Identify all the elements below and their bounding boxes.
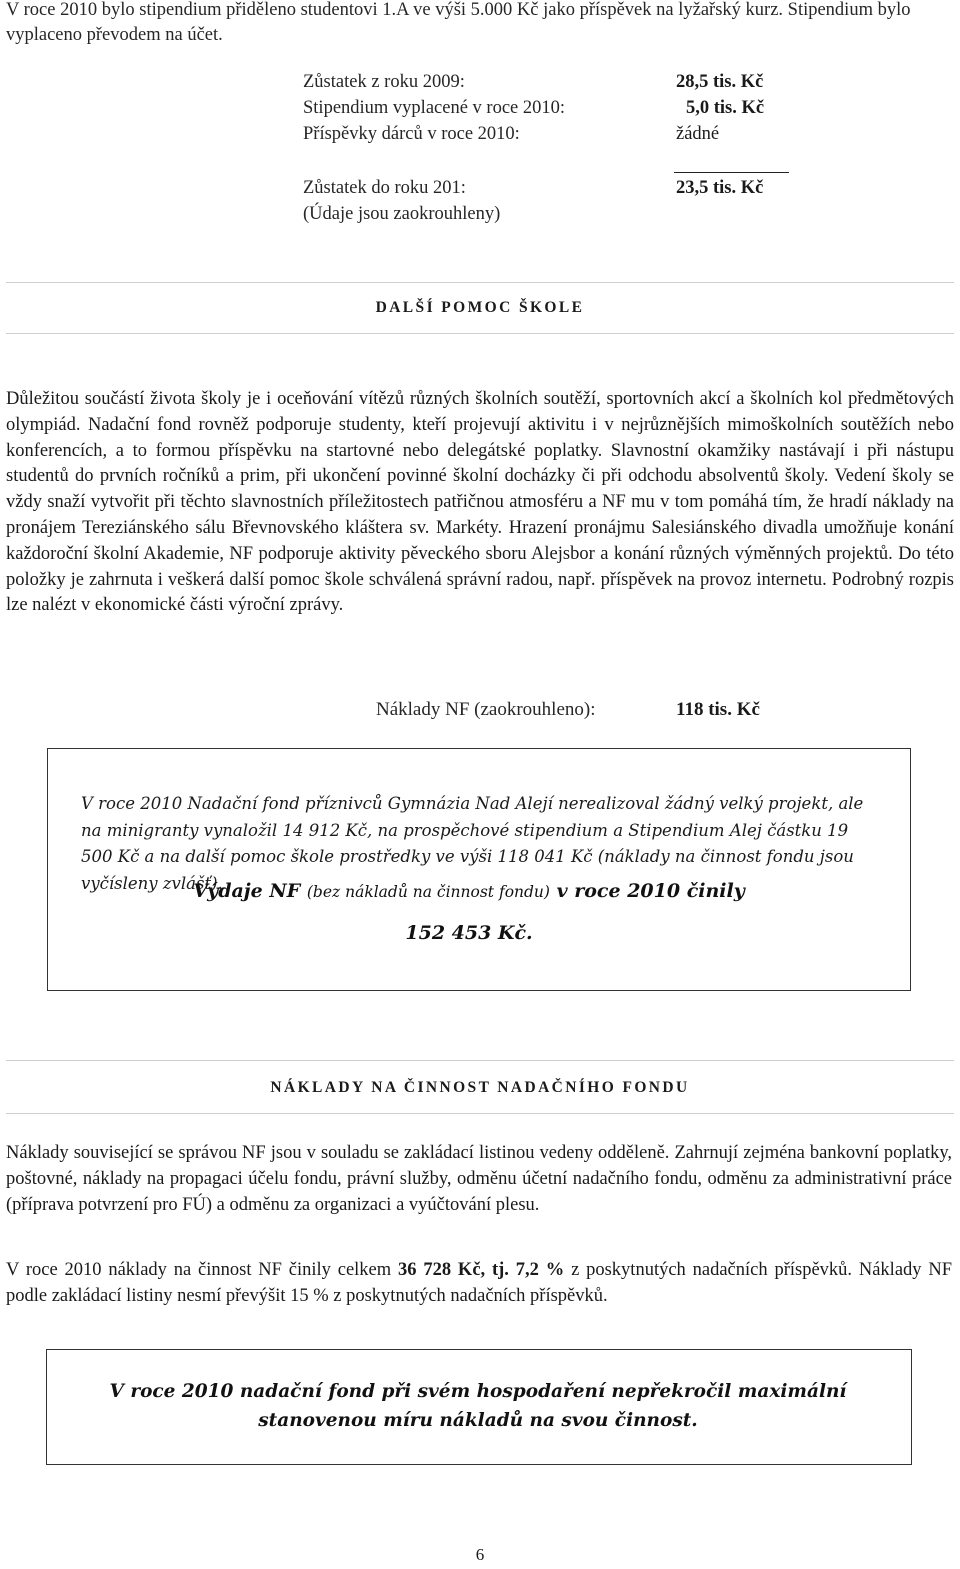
p2-text-b: z poskytnutých nadačních příspěvků. Náklady NF podle zakládací listiny nesmí převýšit 15 % z poskytnutých nadačních příspěvků. (6, 1260, 953, 1306)
expenses-total: 152 453 Kč. (405, 922, 533, 944)
expenses-label-b: (bez nákladů na činnost fondu) (306, 883, 550, 901)
p2-text-a: V roce 2010 náklady na činnost NF činily celkem (6, 1260, 392, 1280)
section2-rule-top (6, 1060, 954, 1061)
intro-paragraph: V roce 2010 bylo stipendium přiděleno studentovi 1.A ve výši 5.000 Kč jako příspěvek na lyžařský kurz. Stipendium bylo vyplaceno převodem na účet. (6, 0, 911, 45)
p2-amount: 36 728 Kč, tj. 7,2 % (398, 1260, 565, 1280)
expenses-label-c: v roce 2010 činily (556, 880, 745, 902)
sum-rule (674, 172, 789, 173)
page-number: 6 (475, 1545, 485, 1564)
section2-paragraph-1: Náklady související se správou NF jsou v souladu se zakládací listinou vedeny odděleně. Zahrnují zejména bankovní poplatky, poštovné, náklady na propagaci účelu fondu, právní služby, odměnu účetní nadačního fondu, odměnu za administrativní práce (příprava potvrzení pro FÚ) a odměnu za organizaci a vyúčtování plesu. (6, 1143, 952, 1215)
balance-total-value: 23,5 tis. Kč (676, 178, 764, 198)
section-rule-top (6, 282, 954, 283)
section2-paragraph-2 (6, 1258, 952, 1310)
section-rule-bottom (6, 333, 954, 334)
conclusion-box-text: V roce 2010 nadační fond při svém hospodaření nepřekročil maximální stanovenou míru nákladů na svou činnost. (109, 1381, 847, 1431)
balance-value-1: 28,5 tis. Kč (676, 72, 764, 92)
summary-box-text: V roce 2010 Nadační fond příznivců Gymnázia Nad Alejí nerealizoval žádný velký projekt, ale na minigranty vynaložil 14 912 Kč, na prospěchové stipendium a Stipendium Alej částku 19 500 Kč a na další pomoc škole prostředky ve výši 118 041 Kč (náklady na činnost fondu jsou vyčísleny zvlášť). (81, 794, 864, 893)
section-heading-naklady: NÁKLADY NA ČINNOST NADAČNÍHO FONDU (270, 1079, 690, 1096)
section-heading-dalsi-pomoc: DALŠÍ POMOC ŠKOLE (375, 299, 585, 316)
balance-note: (Údaje jsou zaokrouhleny) (303, 204, 501, 224)
section2-rule-bottom (6, 1113, 954, 1114)
balance-total-label: Zůstatek do roku 201: (303, 178, 466, 198)
cost-value: 118 tis. Kč (676, 699, 760, 720)
conclusion-box (46, 1349, 912, 1465)
summary-box (47, 748, 911, 991)
balance-label-1: Zůstatek z roku 2009: (303, 72, 465, 92)
section1-paragraph: Důležitou součástí života školy je i oceňování vítězů různých školních soutěží, sportovních akcí a školních kol předmětových olympiád. Nadační fond rovněž podporuje studenty, kteří projevují aktivitu i v nejrůznějších mimoškolních soutěžích nebo konferencích, a to formou příspěvku na startovné nebo delegátské poplatky. Slavnostní okamžiky nastávají i při nástupu studentů do prvních ročníků a prim, při ukončení povinné školní docházky či při odchodu absolventů školy. Vedení školy se vždy snaží vytvořit při těchto slavnostních příležitostech patřičnou atmosféru a NF mu v tom pomáhá tím, že hradí náklady na pronájem Tereziánského sálu Břevnovského kláštera sv. Markéty. Hrazení pronájmu Salesiánského divadla umožňuje konání každoroční školní Akademie, NF podporuje aktivity pěveckého sboru Alejsbor a konání různých výměnných projektů. Do této položky je zahrnuta i veškerá další pomoc škole schválená správní radou, např. příspěvek na provoz internetu. Podrobný rozpis lze nalézt v ekonomické části výroční zprávy. (6, 389, 954, 616)
balance-label-2: Stipendium vyplacené v roce 2010: (303, 98, 566, 118)
balance-label-3: Příspěvky dárců v roce 2010: (303, 124, 520, 144)
cost-label: Náklady NF (zaokrouhleno): (376, 699, 596, 720)
expenses-label-a: Výdaje NF (193, 880, 301, 902)
balance-value-3: žádné (676, 124, 720, 144)
balance-value-2: 5,0 tis. Kč (686, 98, 765, 118)
summary-box-expenses-line (48, 880, 890, 902)
